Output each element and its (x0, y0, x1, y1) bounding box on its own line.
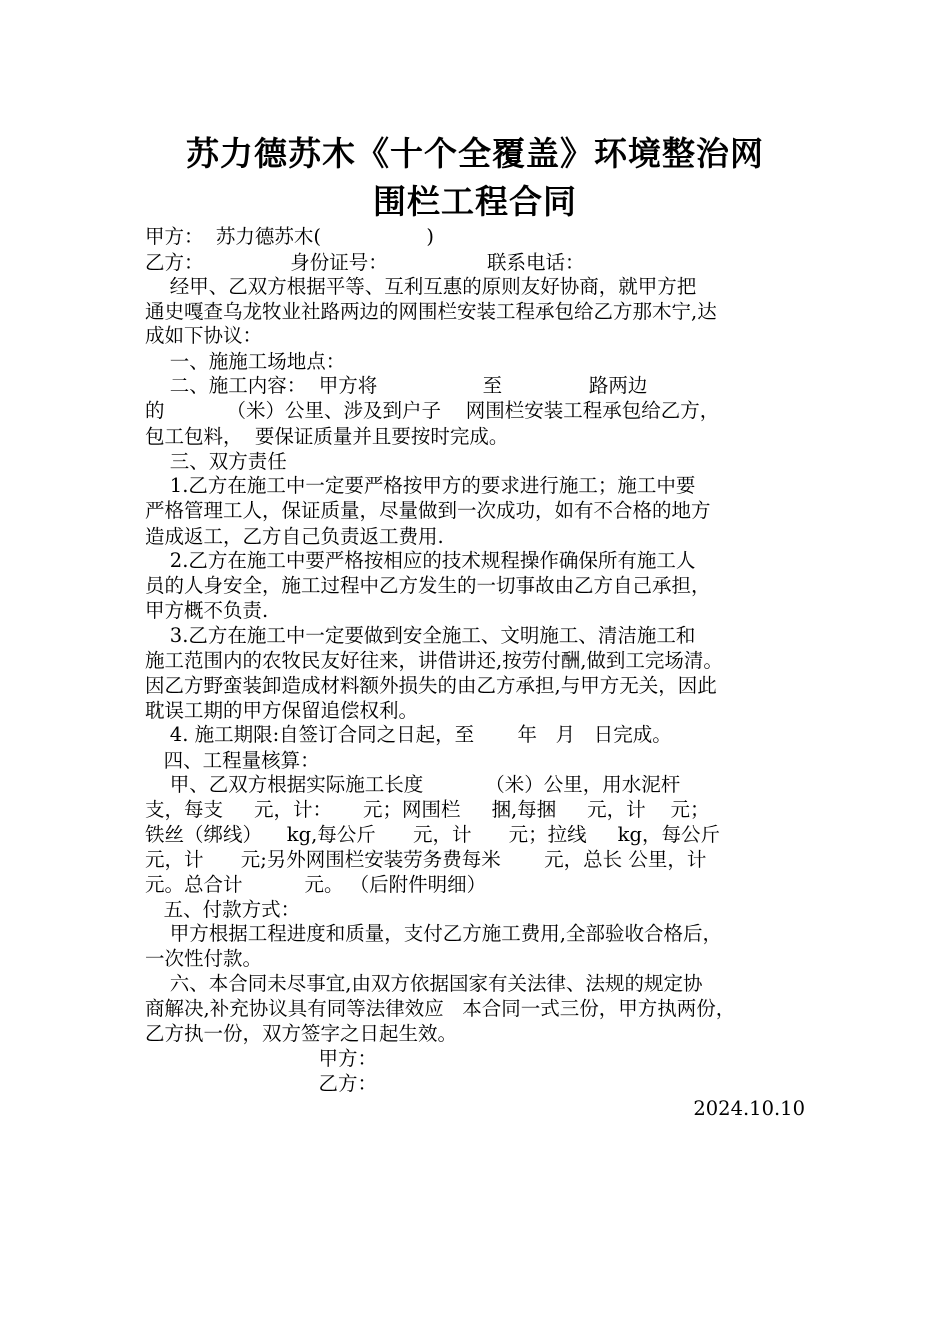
quantity-line: 支，每支 元，计： 元；网围栏 捆,每捆 元，计 元； (145, 798, 710, 821)
section-6-line: 乙方执一份，双方签字之日起生效。 (145, 1022, 458, 1045)
clause-1-line: 1.乙方在施工中一定要严格按甲方的要求进行施工；施工中要 (145, 474, 696, 497)
section-2-line: 包工包料， 要保证质量并且要按时完成。 (145, 425, 509, 448)
quantity-line: 元，计 元;另外网围栏安装劳务费每米 元，总长 公里，计 (145, 848, 707, 871)
section-4-heading: 四、工程量核算： (145, 749, 320, 772)
clause-3-line: 耽误工期的甲方保留追偿权利。 (145, 699, 419, 722)
section-1-heading: 一、施施工场地点： (145, 350, 346, 373)
section-2-line: 二、施工内容： 甲方将 至 路两边 (145, 374, 648, 397)
section-2-line: 的 （米）公里、涉及到户子 网围栏安装工程承包给乙方， (145, 399, 720, 422)
intro-line: 成如下协议： (145, 324, 263, 347)
clause-2-line: 2.乙方在施工中要严格按相应的技术规程操作确保所有施工人 (145, 549, 696, 572)
party-b-line: 乙方： 身份证号： 联系电话： (145, 251, 585, 274)
section-6-line: 商解决,补充协议具有同等法律效应 本合同一式三份，甲方执两份， (145, 997, 736, 1020)
intro-line: 经甲、乙双方根据平等、互利互惠的原则友好协商，就甲方把 (145, 275, 697, 298)
intro-line: 通史嘎查乌龙牧业社路两边的网围栏安装工程承包给乙方那木宁,达 (145, 300, 717, 323)
clause-2-line: 甲方概不负责. (145, 599, 269, 622)
document-title-line-2: 围栏工程合同 (373, 182, 577, 221)
section-3-heading: 三、双方责任 (145, 450, 287, 473)
party-a-line: 甲方： 苏力德苏木( ) (145, 225, 434, 248)
payment-line: 一次性付款。 (145, 947, 263, 970)
section-6-line: 六、本合同未尽事宜,由双方依据国家有关法律、法规的规定协 (145, 972, 703, 995)
clause-2-line: 员的人身安全，施工过程中乙方发生的一切事故由乙方自己承担， (145, 574, 711, 597)
quantity-line: 铁丝（绑线） kg,每公斤 元，计 元；拉线 kg，每公斤 (145, 823, 720, 846)
quantity-line: 甲、乙双方根据实际施工长度 （米）公里，用水泥杆 (145, 773, 681, 796)
clause-4-line: 4. 施工期限:自签订合同之日起，至 年 月 日完成。 (145, 723, 672, 746)
payment-line: 甲方根据工程进度和质量，支付乙方施工费用,全部验收合格后， (145, 922, 722, 945)
clause-1-line: 造成返工，乙方自己负责返工费用. (145, 525, 444, 548)
clause-1-line: 严格管理工人，保证质量，尽量做到一次成功，如有不合格的地方 (145, 499, 711, 522)
clause-3-line: 3.乙方在施工中一定要做到安全施工、文明施工、清洁施工和 (145, 624, 696, 647)
contract-date: 2024.10.10 (693, 1097, 805, 1120)
section-5-heading: 五、付款方式： (145, 898, 301, 921)
quantity-line: 元。总合计 元。 （后附件明细） (145, 873, 487, 896)
signature-party-a: 甲方： (145, 1047, 378, 1070)
clause-3-line: 因乙方野蛮装卸造成材料额外损失的由乙方承担,与甲方无关，因此 (145, 674, 717, 697)
document-title-line-1: 苏力德苏木《十个全覆盖》环境整治网 (186, 134, 764, 173)
clause-3-line: 施工范围内的农牧民友好往来，讲借讲还,按劳付酬,做到工完场清。 (145, 649, 723, 672)
signature-party-b: 乙方： (145, 1072, 378, 1095)
